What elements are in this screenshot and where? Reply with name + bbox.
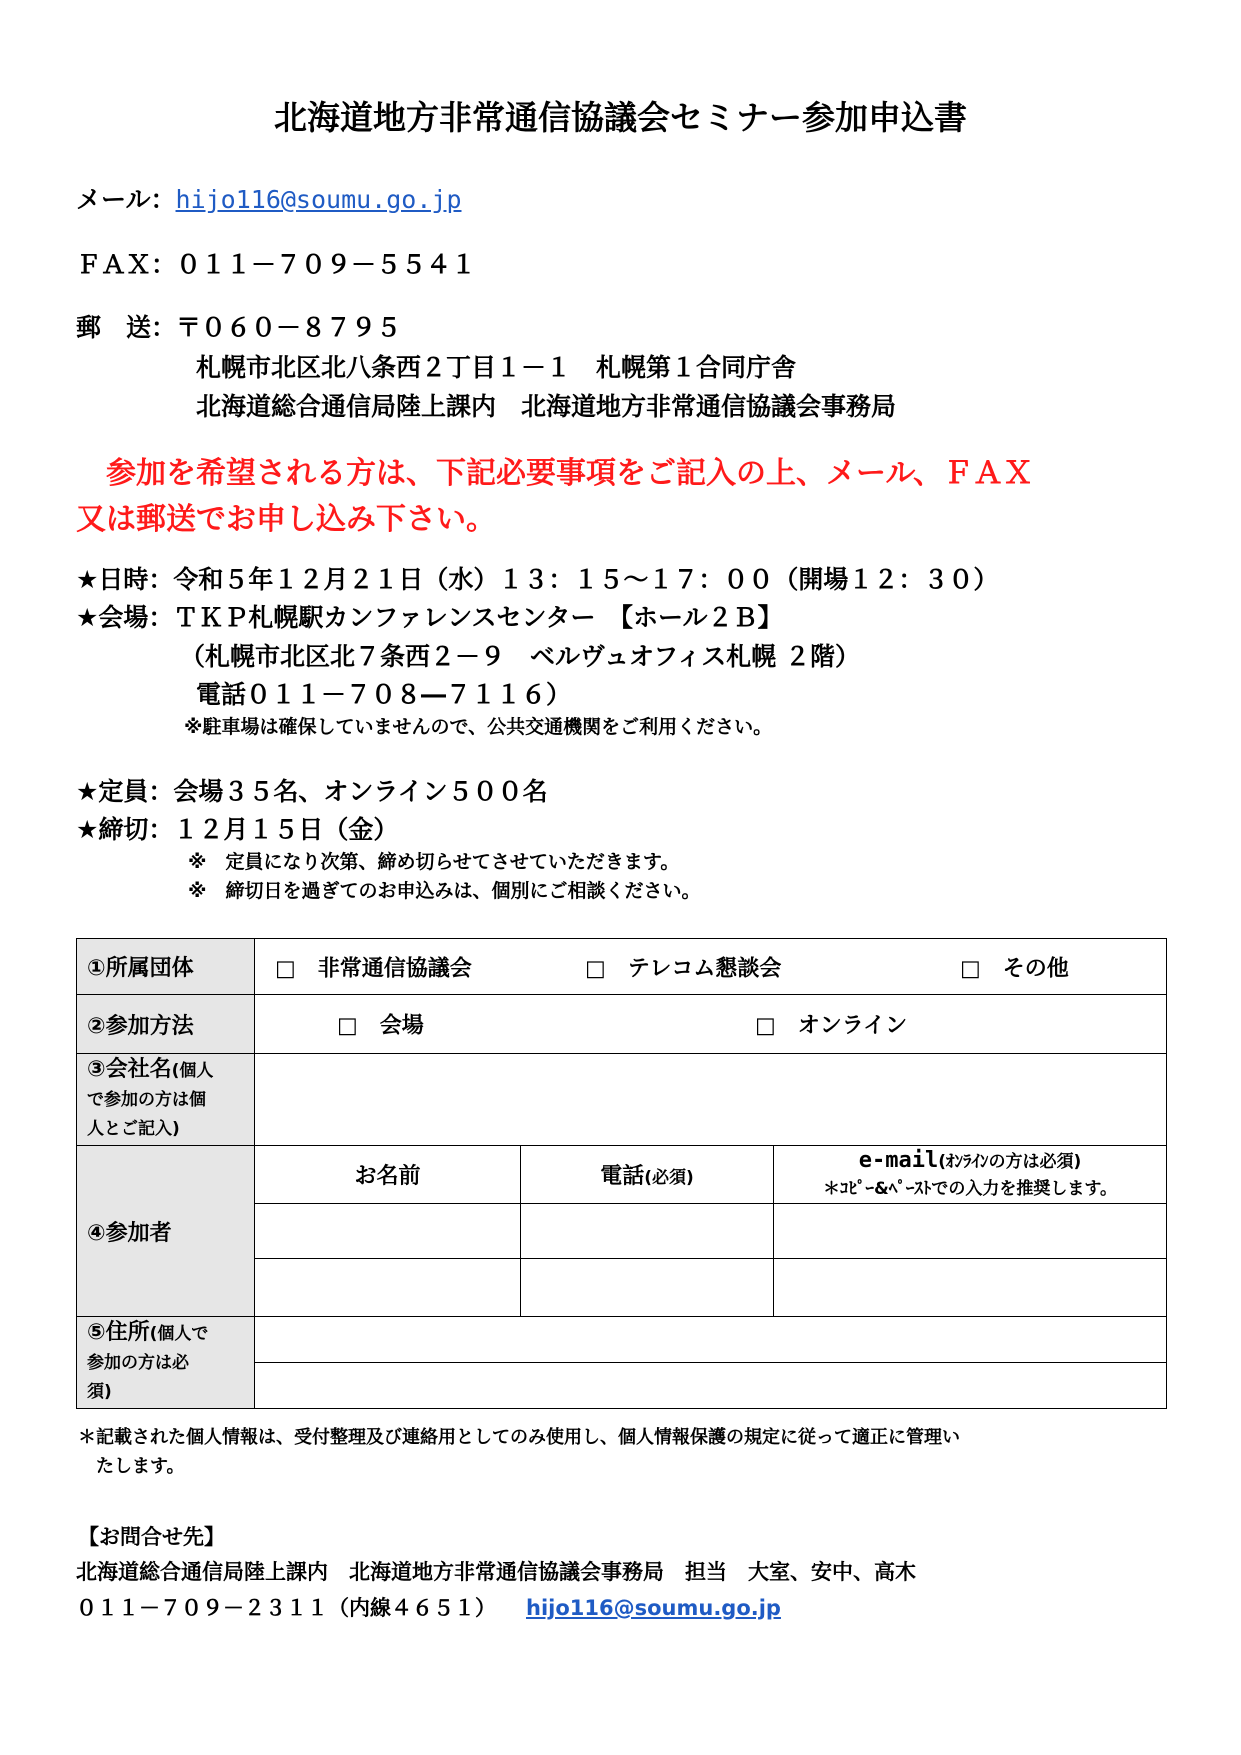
- event-venue: ★会場：ＴＫＰ札幌駅カンファレンスセンター 【ホール２Ｂ】: [76, 603, 783, 632]
- notice-line-1: 参加を希望される方は、下記必要事項をご記入の上、メール、ＦＡＸ: [76, 456, 1033, 491]
- venue-address: （札幌市北区北７条西２－９ ベルヴュオフィス札幌 ２階）: [180, 642, 860, 671]
- row-company: [77, 1054, 1167, 1146]
- inquiry-office: 北海道総合通信局陸上課内 北海道地方非常通信協議会事務局 担当 大室、安中、高木: [76, 1560, 916, 1584]
- event-capacity: ★定員：会場３５名、オンライン５００名: [76, 777, 548, 806]
- deadline-note-1: ※ 定員になり次第、締め切らせてさせていただきます。: [188, 851, 680, 873]
- row-affiliation: [77, 939, 1167, 995]
- post-row: [76, 308, 401, 344]
- method-options: [255, 995, 1167, 1054]
- participant-email-input[interactable]: [774, 1204, 1167, 1259]
- privacy-note-1: ＊記載された個人情報は、受付整理及び連絡用としてのみ使用し、個人情報保護の規定に従って適正に管理い: [78, 1427, 960, 1448]
- affiliation-option-1[interactable]: □ 非常通信協議会: [275, 956, 472, 981]
- privacy-note-2: たします。: [96, 1456, 185, 1477]
- inquiry-email-link[interactable]: hijo116@soumu.go.jp: [526, 1596, 781, 1620]
- checkbox-icon[interactable]: □: [755, 1013, 776, 1039]
- post-address-2: 北海道総合通信局陸上課内 北海道地方非常通信協議会事務局: [196, 392, 897, 421]
- parking-note: ※駐車場は確保していませんので、公共交通機関をご利用ください。: [184, 716, 773, 738]
- affiliation-options: [255, 939, 1167, 995]
- affiliation-option-2[interactable]: □ テレコム懇談会: [585, 956, 782, 981]
- company-input[interactable]: [255, 1054, 1167, 1146]
- method-option-online[interactable]: □ オンライン: [755, 1013, 908, 1039]
- method-label: ②参加方法: [77, 995, 255, 1054]
- col-tel-header: 電話(必須): [521, 1146, 774, 1204]
- method-option-venue[interactable]: □ 会場: [337, 1013, 424, 1039]
- participants-label: ④参加者: [77, 1146, 255, 1317]
- affiliation-option-3[interactable]: □ その他: [960, 956, 1069, 981]
- participant-name-input[interactable]: [255, 1259, 521, 1317]
- col-email-header: e-mail(ｵﾝﾗｲﾝの方は必須) ＊ｺﾋﾟｰ&ﾍﾟｰｽﾄでの入力を推奨します。: [774, 1146, 1167, 1204]
- post-label: 郵 送：: [76, 313, 177, 342]
- col-name-header: お名前: [255, 1146, 521, 1204]
- mail-row: [76, 180, 462, 216]
- participant-name-input[interactable]: [255, 1204, 521, 1259]
- inquiry-tel: ０１１－７０９－２３１１（内線４６５１）: [76, 1596, 496, 1620]
- email-copy-note: ＊ｺﾋﾟｰ&ﾍﾟｰｽﾄでの入力を推奨します。: [823, 1178, 1117, 1199]
- page-title: 北海道地方非常通信協議会セミナー参加申込書: [274, 98, 967, 137]
- participant-tel-input[interactable]: [521, 1204, 774, 1259]
- participant-tel-input[interactable]: [521, 1259, 774, 1317]
- post-zip: 〒０６０－８７９５: [176, 313, 402, 342]
- event-datetime: ★日時：令和５年１２月２１日（水）１３：１５～１７：００（開場１２：３０）: [76, 565, 999, 594]
- mail-link[interactable]: hijo116@soumu.go.jp: [175, 185, 462, 214]
- row-method: [77, 995, 1167, 1054]
- venue-tel: 電話０１１－７０８―７１１６）: [196, 680, 572, 709]
- address-label: ⑤住所(個人で 参加の方は必 須): [77, 1317, 255, 1409]
- row-participants-header: [77, 1146, 1167, 1204]
- address-input-1[interactable]: [255, 1317, 1167, 1363]
- inquiry-contact-row: [76, 1592, 781, 1622]
- event-deadline: ★締切：１２月１５日（金）: [76, 815, 399, 844]
- post-address-1: 札幌市北区北八条西２丁目１－１ 札幌第１合同庁舎: [196, 353, 797, 382]
- checkbox-icon[interactable]: □: [585, 956, 606, 981]
- affiliation-label: ①所属団体: [77, 939, 255, 995]
- notice-line-2: 又は郵送でお申し込み下さい。: [76, 502, 496, 537]
- fax-line: ＦＡＸ：０１１－７０９－５５４１: [76, 250, 477, 279]
- checkbox-icon[interactable]: □: [960, 956, 981, 981]
- company-label: ③会社名(個人 で参加の方は個 人とご記入): [77, 1054, 255, 1146]
- row-address-1: [77, 1317, 1167, 1363]
- application-form-table: [76, 938, 1167, 1409]
- mail-label: メール：: [76, 185, 176, 214]
- inquiry-heading: 【お問合せ先】: [78, 1525, 225, 1549]
- participant-email-input[interactable]: [774, 1259, 1167, 1317]
- address-input-2[interactable]: [255, 1363, 1167, 1409]
- checkbox-icon[interactable]: □: [337, 1013, 358, 1039]
- deadline-note-2: ※ 締切日を過ぎてのお申込みは、個別にご相談ください。: [188, 880, 701, 902]
- checkbox-icon[interactable]: □: [275, 956, 296, 981]
